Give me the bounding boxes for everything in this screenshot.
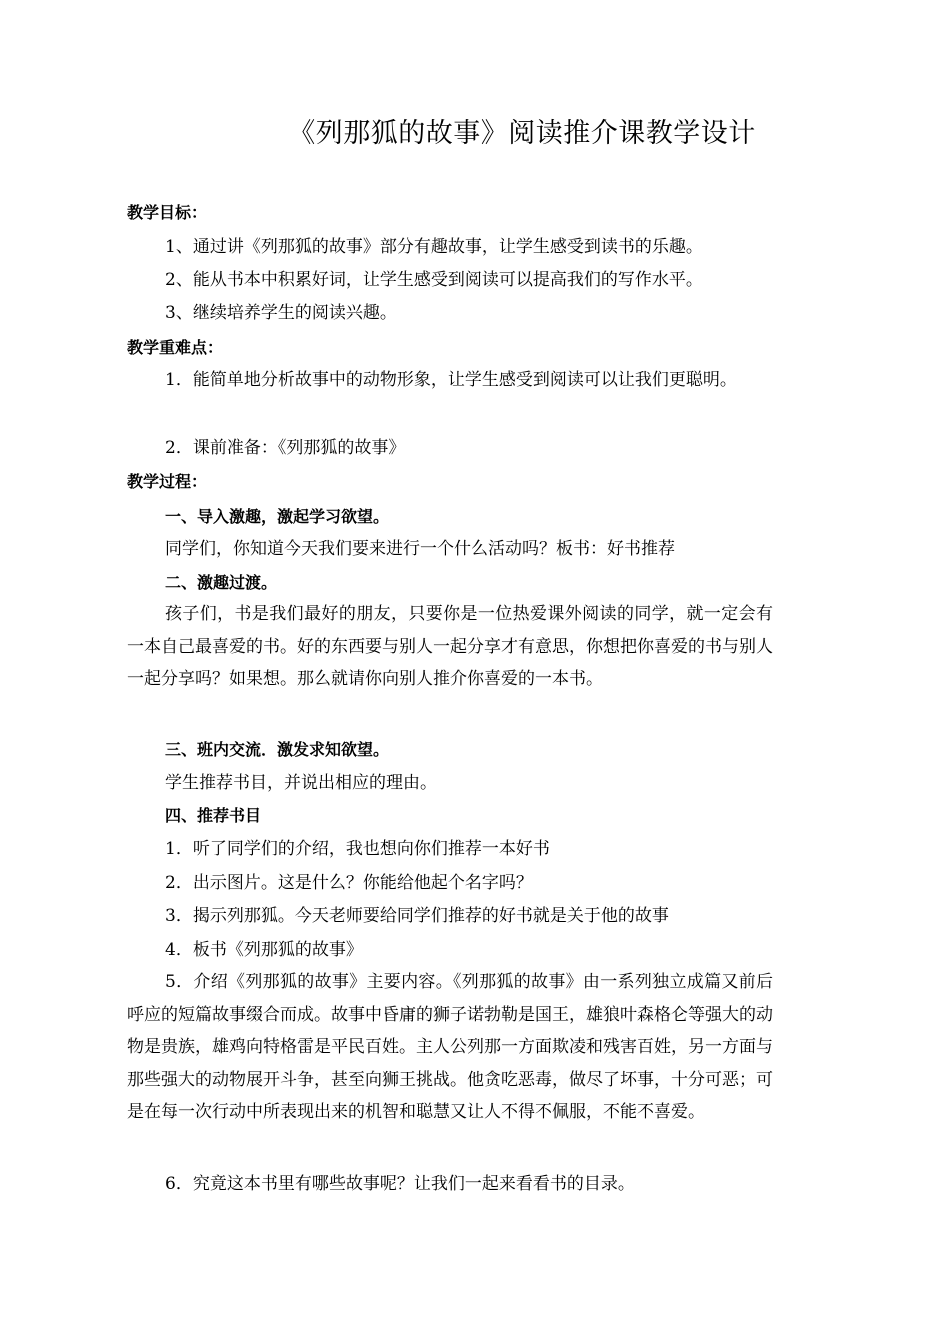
key-point-item-1: 1．能简单地分析故事中的动物形象，让学生感受到阅读可以让我们更聪明。 xyxy=(165,370,737,390)
step-3-text: 学生推荐书目，并说出相应的理由。 xyxy=(165,773,437,793)
step-4-item-4: 4．板书《列那狐的故事》 xyxy=(165,940,363,960)
step-2-title: 二、激趣过渡。 xyxy=(165,573,278,592)
step-4-item-5: 5．介绍《列那狐的故事》主要内容。《列那狐的故事》由一系列独立成篇又前后呼应的短篇故事缀合而成。故事中昏庸的狮子诺勃勒是国王，雄狼叶森格仑等强大的动物是贵族，雄鸡向特格雷是平民百姓。主人公列那一方面欺凌和残害百姓，另一方面与那些强大的动物展开斗争，甚至向狮王挑战。他贪吃恶毒，做尽了坏事，十分可恶；可是在每一次行动中所表现出来的机智和聪慧又让人不得不佩服，不能不喜爱。 xyxy=(127,972,773,1123)
step-4-item-2: 2．出示图片。这是什么？你能给他起个名字吗？ xyxy=(165,873,533,893)
step-2-text: 孩子们，书是我们最好的朋友，只要你是一位热爱课外阅读的同学，就一定会有一本自己最喜爱的书。好的东西要与别人一起分享才有意思，你想把你喜爱的书与别人一起分享吗？如果想。那么就请你向别人推介你喜爱的一本书。 xyxy=(127,604,773,690)
goals-heading: 教学目标： xyxy=(127,203,208,222)
key-point-item-2: 2．课前准备：《列那狐的故事》 xyxy=(165,438,406,458)
step-1-text: 同学们，你知道今天我们要来进行一个什么活动吗？板书：好书推荐 xyxy=(165,539,675,559)
process-heading: 教学过程： xyxy=(127,472,208,491)
step-4-item-6: 6．究竟这本书里有哪些故事呢？让我们一起来看看书的目录。 xyxy=(165,1174,635,1194)
goal-item-1: 1、通过讲《列那狐的故事》部分有趣故事，让学生感受到读书的乐趣。 xyxy=(165,237,703,257)
key-points-heading: 教学重难点： xyxy=(127,338,224,357)
goal-item-2: 2、能从书本中积累好词，让学生感受到阅读可以提高我们的写作水平。 xyxy=(165,270,703,290)
document-title: 《列那狐的故事》阅读推介课教学设计 xyxy=(288,118,756,149)
step-4-item-1: 1．听了同学们的介绍，我也想向你们推荐一本好书 xyxy=(165,839,550,859)
step-1-title: 一、导入激趣，激起学习欲望。 xyxy=(165,507,390,526)
step-3-title: 三、班内交流．激发求知欲望。 xyxy=(165,740,390,759)
goal-item-3: 3、继续培养学生的阅读兴趣。 xyxy=(165,303,397,323)
step-4-title: 四、推荐书目 xyxy=(165,806,262,825)
step-4-item-3: 3．揭示列那狐。今天老师要给同学们推荐的好书就是关于他的故事 xyxy=(165,906,669,926)
